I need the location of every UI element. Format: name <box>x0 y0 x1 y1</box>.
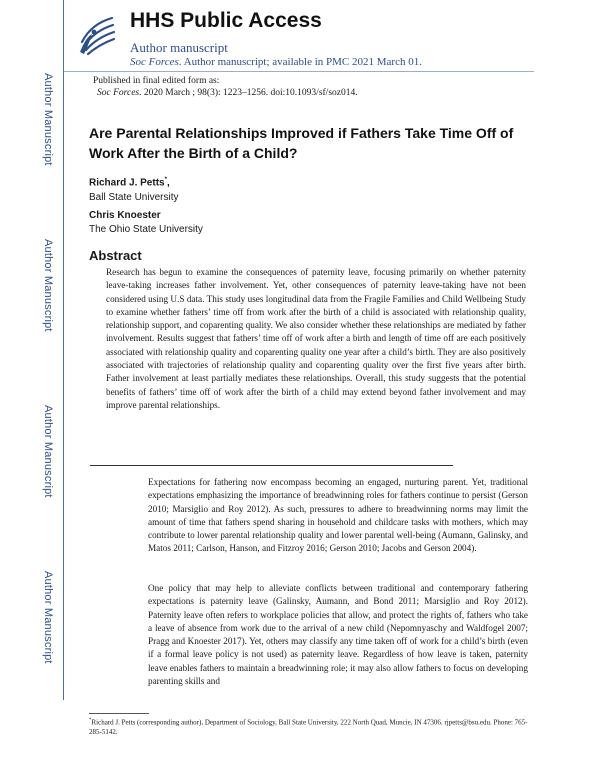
author-footnote-mark: * <box>164 177 167 183</box>
footnote-mark: * <box>89 718 92 723</box>
citation-details: . 2020 March ; 98(3): 1223–1256. doi:10.1093/sf/soz014. <box>139 88 358 98</box>
body-paragraph: One policy that may help to alleviate conflicts between traditional and contemporary fathering expectations is paternity leave (Galinsky, Aumann, and Bond 2011; Marsiglio and Roy 2012). Paternity leave often refers to workplace policies that allow, and protect the rights of, fathers who take a leave of absence from work due to the arrival of a new child (Nepomnyaschy and Waldfogel 2007; Pragg and Knoester 2017). Yet, others may classify any time taken off of work for a child’s birth (even if a formal leave policy is not used) as paternity leave. Regardless of how leave is taken, paternity leave enables fathers to maintain a breadwinning role; it may also allow fathers to focus on developing parenting skills and <box>148 583 528 687</box>
body-paragraph: Expectations for fathering now encompass becoming an engaged, nurturing parent. Yet, traditional expectations emphasizing the importance of breadwinning roles for fathers continue to persist (Gerson 2010; Marsiglio and Roy 2012). As such, pressures to adhere to breadwinning norms may limit the amount of time that fathers spend sharing in household and childcare tasks with mothers, which may contribute to lower parental relationship quality and lower parental well-being (Aumann, Galinsky, and Matos 2011; Carlson, Hanson, and Fitzroy 2016; Gerson 2010; Jacobs and Gerson 2004). <box>148 477 528 554</box>
footnote-text: Richard J. Petts (corresponding author), Department of Sociology, Ball State University, 222 North Quad, Muncie, IN 47306. rjpetts@bsu.edu. Phone: 765-285-5142. <box>89 718 528 737</box>
section-divider <box>90 465 453 466</box>
author-manuscript-label: Author manuscript <box>130 40 228 55</box>
side-label-author-manuscript: Author Manuscript <box>42 570 54 664</box>
citation-line <box>97 88 358 98</box>
footnote-rule <box>89 713 149 714</box>
side-label-author-manuscript: Author Manuscript <box>42 72 54 166</box>
availability-line <box>130 56 422 68</box>
hhs-public-access-title: HHS Public Access <box>130 9 322 32</box>
author-name: Chris Knoester <box>89 210 161 221</box>
article-title: Are Parental Relationships Improved if Fathers Take Time Off of Work After the Birth of a Child? <box>89 125 514 161</box>
author-name: Richard J. Petts*, <box>89 177 170 189</box>
side-label-author-manuscript: Author Manuscript <box>42 238 54 332</box>
author-name-text: Richard J. Petts <box>89 177 165 189</box>
footnote <box>89 716 529 737</box>
availability-text: . Author manuscript; available in PMC 2021 March 01. <box>178 56 422 68</box>
citation-journal: Soc Forces <box>97 88 140 98</box>
published-label: Published in final edited form as: <box>93 76 220 86</box>
hhs-eagle-logo-icon <box>74 12 118 60</box>
header-rule <box>64 71 534 72</box>
side-label-author-manuscript: Author Manuscript <box>42 404 54 498</box>
margin-rule <box>63 0 64 700</box>
abstract-heading: Abstract <box>89 248 142 263</box>
abstract-text: Research has begun to examine the consequences of paternity leave, focusing primarily on whether paternity leave-taking increases father involvement. Yet, other consequences of paternity leave-taking have not been considered using U.S data. This study uses longitudinal data from the Fragile Families and Child Wellbeing Study to examine whether fathers’ time off from work after the birth of a child is associated with relationship quality, relationship support, and coparenting quality. We also consider whether these relationships are mediated by father involvement. Results suggest that fathers’ time off of work after a birth and length of time off are each positively associated with relationship quality and coparenting quality one year after a child’s birth. They are also positively associated with trajectories of relationship quality and coparenting quality over the first five years after birth. Father involvement at least partially mediates these relationships. Overall, this study suggests that the potential benefits of fathers’ time off of work after the birth of a child may extend beyond father involvement and may improve parental relationships. <box>106 267 526 410</box>
author-affiliation: The Ohio State University <box>89 224 203 235</box>
author-affiliation: Ball State University <box>89 192 179 203</box>
journal-name: Soc Forces <box>130 56 179 68</box>
